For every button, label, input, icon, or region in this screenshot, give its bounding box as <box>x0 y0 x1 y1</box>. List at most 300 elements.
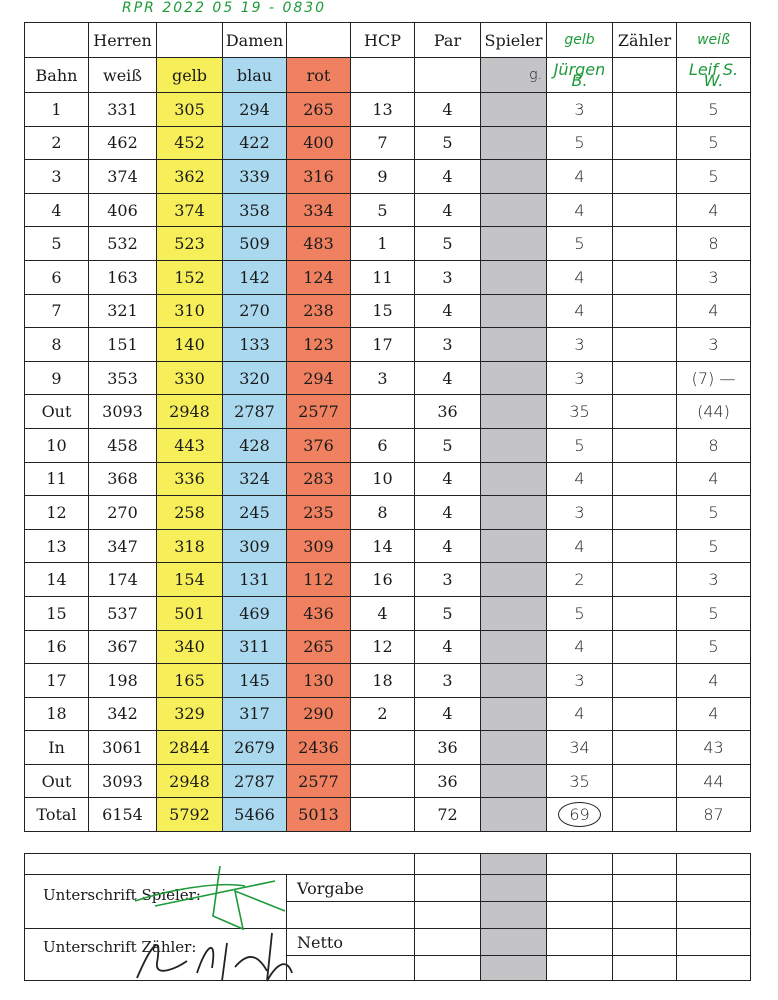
hole-hcp: 3 <box>351 361 415 395</box>
marker-score[interactable]: 87 <box>677 798 751 832</box>
yardage-blau: 309 <box>223 529 287 563</box>
hole-par: 4 <box>415 529 481 563</box>
yardage-gelb: 330 <box>157 361 223 395</box>
hole-par: 4 <box>415 193 481 227</box>
yardage-weiss: 347 <box>89 529 157 563</box>
hole-number: In <box>25 731 89 765</box>
yardage-weiss: 321 <box>89 294 157 328</box>
hole-row <box>25 563 751 597</box>
zaehler-empty-cell <box>613 462 677 496</box>
hole-par: 4 <box>415 462 481 496</box>
yardage-weiss: 406 <box>89 193 157 227</box>
yardage-gelb: 362 <box>157 160 223 194</box>
hole-row <box>25 361 751 395</box>
hole-hcp: 8 <box>351 496 415 530</box>
yardage-gelb: 2844 <box>157 731 223 765</box>
marker-score[interactable]: 5 <box>677 630 751 664</box>
marker-score[interactable]: 5 <box>677 126 751 160</box>
yardage-blau: 320 <box>223 361 287 395</box>
yardage-gelb: 152 <box>157 260 223 294</box>
header-zaehler-color: weiß <box>677 23 751 58</box>
spieler-gray-cell <box>481 630 547 664</box>
spieler-gray-cell <box>481 428 547 462</box>
header-zaehler: Zähler <box>613 23 677 58</box>
hole-hcp <box>351 395 415 429</box>
yardage-weiss: 367 <box>89 630 157 664</box>
marker-score[interactable]: 5 <box>677 596 751 630</box>
hole-par: 3 <box>415 260 481 294</box>
vorgabe-blank <box>415 902 481 929</box>
yardage-rot: 2577 <box>287 764 351 798</box>
hole-hcp: 10 <box>351 462 415 496</box>
yardage-rot: 316 <box>287 160 351 194</box>
spieler-gray-cell <box>481 798 547 832</box>
yardage-rot: 265 <box>287 93 351 127</box>
sub-rot: rot <box>287 58 351 93</box>
hole-row <box>25 260 751 294</box>
hole-par: 3 <box>415 664 481 698</box>
hole-row <box>25 428 751 462</box>
scorecard <box>24 22 750 976</box>
yardage-blau: 245 <box>223 496 287 530</box>
zaehler-empty-cell <box>613 160 677 194</box>
zaehler-empty-cell <box>613 395 677 429</box>
yardage-weiss: 151 <box>89 328 157 362</box>
hole-number: 9 <box>25 361 89 395</box>
hole-number: 15 <box>25 596 89 630</box>
player-score-value: 3 <box>574 99 585 119</box>
spieler-gray-cell <box>481 596 547 630</box>
yardage-weiss: 537 <box>89 596 157 630</box>
yardage-blau: 324 <box>223 462 287 496</box>
yardage-rot: 483 <box>287 227 351 261</box>
yardage-gelb: 2948 <box>157 764 223 798</box>
hole-row <box>25 93 751 127</box>
yardage-blau: 422 <box>223 126 287 160</box>
hole-number: Total <box>25 798 89 832</box>
yardage-rot: 2436 <box>287 731 351 765</box>
marker-score[interactable]: 3 <box>677 260 751 294</box>
player-score[interactable] <box>547 260 613 294</box>
spieler-gray-cell <box>481 697 547 731</box>
player-score-value: 35 <box>569 771 590 791</box>
hole-par: 3 <box>415 328 481 362</box>
hole-par: 5 <box>415 596 481 630</box>
hole-par: 4 <box>415 496 481 530</box>
zaehler-empty-cell <box>613 93 677 127</box>
hole-hcp: 17 <box>351 328 415 362</box>
netto-value[interactable] <box>415 929 481 956</box>
vorgabe-label: Vorgabe <box>287 875 415 902</box>
yardage-weiss: 163 <box>89 260 157 294</box>
player-score[interactable] <box>547 361 613 395</box>
yardage-weiss: 198 <box>89 664 157 698</box>
marker-score[interactable]: 4 <box>677 193 751 227</box>
yardage-rot: 265 <box>287 630 351 664</box>
player-score[interactable] <box>547 664 613 698</box>
yardage-weiss: 3061 <box>89 731 157 765</box>
hole-number: 11 <box>25 462 89 496</box>
yardage-gelb: 374 <box>157 193 223 227</box>
player-score[interactable] <box>547 798 613 832</box>
marker-signature <box>117 923 297 985</box>
hole-par: 5 <box>415 126 481 160</box>
hole-row <box>25 664 751 698</box>
player-score[interactable] <box>547 227 613 261</box>
player-score[interactable] <box>547 160 613 194</box>
zaehler-empty-cell <box>613 731 677 765</box>
vorgabe-blank <box>677 902 751 929</box>
zaehler-empty-cell <box>613 496 677 530</box>
hole-rows <box>25 93 751 832</box>
yardage-weiss: 458 <box>89 428 157 462</box>
hole-number: 3 <box>25 160 89 194</box>
yardage-rot: 5013 <box>287 798 351 832</box>
zaehler-empty-cell <box>613 328 677 362</box>
player-signature <box>125 861 295 931</box>
vorgabe-cell[interactable] <box>677 875 751 902</box>
netto-cell[interactable] <box>547 929 613 956</box>
netto-blank <box>287 956 415 981</box>
footer <box>24 853 750 976</box>
marker-score[interactable]: 5 <box>677 93 751 127</box>
hole-hcp: 9 <box>351 160 415 194</box>
yardage-gelb: 318 <box>157 529 223 563</box>
yardage-rot: 376 <box>287 428 351 462</box>
player-score-value: 34 <box>569 738 590 758</box>
sig-marker-cell[interactable] <box>25 929 287 981</box>
yardage-gelb: 523 <box>157 227 223 261</box>
header-par: Par <box>415 23 481 58</box>
yardage-blau: 2679 <box>223 731 287 765</box>
marker-score[interactable]: 5 <box>677 496 751 530</box>
player-score-value: 2 <box>574 570 585 590</box>
hole-row <box>25 160 751 194</box>
player-score[interactable] <box>547 93 613 127</box>
hole-par: 3 <box>415 563 481 597</box>
sub-gelb: gelb <box>157 58 223 93</box>
marker-score[interactable]: 8 <box>677 428 751 462</box>
yardage-rot: 112 <box>287 563 351 597</box>
yardage-rot: 124 <box>287 260 351 294</box>
hole-row <box>25 328 751 362</box>
hole-number: Out <box>25 395 89 429</box>
hole-number: 7 <box>25 294 89 328</box>
hole-number: 12 <box>25 496 89 530</box>
zaehler-empty-cell <box>613 798 677 832</box>
yardage-rot: 235 <box>287 496 351 530</box>
netto-gray <box>481 929 547 956</box>
header-empty-2 <box>157 23 223 58</box>
player-score[interactable] <box>547 529 613 563</box>
hole-par: 72 <box>415 798 481 832</box>
yardage-gelb: 258 <box>157 496 223 530</box>
hole-hcp <box>351 731 415 765</box>
hole-par: 4 <box>415 93 481 127</box>
sub-player-mark <box>481 58 547 93</box>
zaehler-empty-cell <box>613 361 677 395</box>
yardage-rot: 436 <box>287 596 351 630</box>
yardage-gelb: 336 <box>157 462 223 496</box>
subheader-row <box>25 58 751 93</box>
sub-par-empty <box>415 58 481 93</box>
vorgabe-value[interactable] <box>415 875 481 902</box>
zaehler-empty-cell <box>613 563 677 597</box>
spieler-gray-cell <box>481 227 547 261</box>
hole-hcp: 1 <box>351 227 415 261</box>
player-score[interactable] <box>547 731 613 765</box>
hole-par: 36 <box>415 731 481 765</box>
player-score[interactable] <box>547 697 613 731</box>
sub-bahn: Bahn <box>25 58 89 93</box>
yardage-blau: 2787 <box>223 764 287 798</box>
yardage-weiss: 3093 <box>89 395 157 429</box>
hole-row <box>25 395 751 429</box>
netto-blank <box>415 956 481 981</box>
player-score-value: 4 <box>574 301 585 321</box>
yardage-rot: 283 <box>287 462 351 496</box>
yardage-rot: 238 <box>287 294 351 328</box>
hole-hcp: 11 <box>351 260 415 294</box>
yardage-blau: 469 <box>223 596 287 630</box>
yardage-gelb: 452 <box>157 126 223 160</box>
zaehler-empty-cell <box>613 697 677 731</box>
zaehler-empty-cell <box>613 126 677 160</box>
header-herren: Herren <box>89 23 157 58</box>
hole-hcp: 14 <box>351 529 415 563</box>
player-score[interactable] <box>547 764 613 798</box>
player-score[interactable] <box>547 395 613 429</box>
yardage-weiss: 342 <box>89 697 157 731</box>
hole-row <box>25 697 751 731</box>
marker-score[interactable]: 8 <box>677 227 751 261</box>
player-score-value: 4 <box>574 469 585 489</box>
hole-number: 5 <box>25 227 89 261</box>
player-score[interactable] <box>547 193 613 227</box>
yardage-rot: 130 <box>287 664 351 698</box>
player-score-value: 5 <box>574 603 585 623</box>
marker-score[interactable]: 5 <box>677 160 751 194</box>
footer-gray <box>481 854 547 875</box>
yardage-weiss: 532 <box>89 227 157 261</box>
hole-hcp: 2 <box>351 697 415 731</box>
marker-score[interactable]: 4 <box>677 462 751 496</box>
hole-number: 16 <box>25 630 89 664</box>
hole-hcp: 4 <box>351 596 415 630</box>
player-score[interactable] <box>547 630 613 664</box>
vorgabe-cell[interactable] <box>547 875 613 902</box>
zaehler-empty-cell <box>613 764 677 798</box>
player-score-value: 69 <box>558 802 600 827</box>
vorgabe-blank <box>287 902 415 929</box>
yardage-blau: 294 <box>223 93 287 127</box>
netto-blank <box>613 956 677 981</box>
yardage-blau: 145 <box>223 664 287 698</box>
player-score[interactable] <box>547 596 613 630</box>
netto-cell[interactable] <box>613 929 677 956</box>
hole-number: 13 <box>25 529 89 563</box>
hole-number: 18 <box>25 697 89 731</box>
hole-par: 4 <box>415 630 481 664</box>
header-damen: Damen <box>223 23 287 58</box>
hole-hcp: 5 <box>351 193 415 227</box>
player-score[interactable] <box>547 294 613 328</box>
yardage-gelb: 443 <box>157 428 223 462</box>
yardage-rot: 2577 <box>287 395 351 429</box>
spieler-gray-cell <box>481 294 547 328</box>
zaehler-empty-cell <box>613 294 677 328</box>
sig-marker-label: Unterschrift Zähler: <box>43 938 197 956</box>
footer-cell <box>613 854 677 875</box>
hole-number: 14 <box>25 563 89 597</box>
marker-score[interactable]: 4 <box>677 664 751 698</box>
hole-hcp: 15 <box>351 294 415 328</box>
yardage-weiss: 6154 <box>89 798 157 832</box>
player-score-value: 3 <box>574 670 585 690</box>
netto-label: Netto <box>287 929 415 956</box>
player-score-value: 4 <box>574 267 585 287</box>
player-score-value: 5 <box>574 234 585 254</box>
player-score[interactable] <box>547 462 613 496</box>
sub-blau: blau <box>223 58 287 93</box>
hole-row <box>25 294 751 328</box>
player-score-value: 3 <box>574 334 585 354</box>
player-score-value: 4 <box>574 166 585 186</box>
zaehler-empty-cell <box>613 428 677 462</box>
hole-number: 4 <box>25 193 89 227</box>
hole-par: 36 <box>415 764 481 798</box>
spieler-gray-cell <box>481 260 547 294</box>
hole-row <box>25 496 751 530</box>
player-score[interactable] <box>547 328 613 362</box>
yardage-blau: 270 <box>223 294 287 328</box>
top-note: RPR 2022 05 19 - 0830 <box>122 0 327 16</box>
hole-par: 36 <box>415 395 481 429</box>
marker-score[interactable]: 44 <box>677 764 751 798</box>
player-score-value: 4 <box>574 536 585 556</box>
zaehler-empty-cell <box>613 260 677 294</box>
vorgabe-cell[interactable] <box>613 875 677 902</box>
spieler-gray-cell <box>481 731 547 765</box>
player-score-value: 3 <box>574 368 585 388</box>
yardage-weiss: 462 <box>89 126 157 160</box>
player-score-value: 5 <box>574 133 585 153</box>
spieler-gray-cell <box>481 93 547 127</box>
player-score[interactable] <box>547 126 613 160</box>
zaehler-empty-cell <box>613 596 677 630</box>
spieler-gray-cell <box>481 496 547 530</box>
player-score-value: 4 <box>574 637 585 657</box>
hole-par: 5 <box>415 227 481 261</box>
hole-hcp: 18 <box>351 664 415 698</box>
hole-row <box>25 529 751 563</box>
spieler-gray-cell <box>481 160 547 194</box>
spieler-gray-cell <box>481 193 547 227</box>
scorecard-table <box>24 22 751 832</box>
yardage-weiss: 174 <box>89 563 157 597</box>
netto-gray-2 <box>481 956 547 981</box>
header-empty-3 <box>287 23 351 58</box>
marker-score[interactable]: 5 <box>677 529 751 563</box>
spieler-gray-cell <box>481 664 547 698</box>
yardage-gelb: 2948 <box>157 395 223 429</box>
vorgabe-gray-2 <box>481 902 547 929</box>
hole-number: 1 <box>25 93 89 127</box>
player-score-value: 4 <box>574 704 585 724</box>
hole-row <box>25 126 751 160</box>
hole-par: 4 <box>415 697 481 731</box>
yardage-weiss: 331 <box>89 93 157 127</box>
hole-row <box>25 462 751 496</box>
marker-score[interactable]: 43 <box>677 731 751 765</box>
hole-row <box>25 731 751 765</box>
marker-score[interactable]: 3 <box>677 328 751 362</box>
header-hcp: HCP <box>351 23 415 58</box>
player-score-value: 4 <box>574 200 585 220</box>
netto-cell[interactable] <box>677 929 751 956</box>
marker-score[interactable]: 4 <box>677 294 751 328</box>
zaehler-empty-cell <box>613 193 677 227</box>
yardage-blau: 311 <box>223 630 287 664</box>
player-score[interactable] <box>547 496 613 530</box>
yardage-weiss: 374 <box>89 160 157 194</box>
zaehler-empty-cell <box>613 227 677 261</box>
marker-score[interactable]: 4 <box>677 697 751 731</box>
player-score[interactable] <box>547 428 613 462</box>
vorgabe-gray <box>481 875 547 902</box>
yardage-blau: 142 <box>223 260 287 294</box>
yardage-gelb: 140 <box>157 328 223 362</box>
sub-hcp-empty <box>351 58 415 93</box>
spieler-gray-cell <box>481 563 547 597</box>
spieler-gray-cell <box>481 529 547 563</box>
netto-blank <box>677 956 751 981</box>
player-score-value: 35 <box>569 402 590 422</box>
hole-par: 4 <box>415 160 481 194</box>
header-empty <box>25 23 89 58</box>
hole-par: 5 <box>415 428 481 462</box>
yardage-weiss: 368 <box>89 462 157 496</box>
marker-score[interactable]: (44) <box>677 395 751 429</box>
yardage-gelb: 305 <box>157 93 223 127</box>
hole-hcp: 12 <box>351 630 415 664</box>
yardage-rot: 400 <box>287 126 351 160</box>
player-score-value: 3 <box>574 502 585 522</box>
spieler-gray-cell <box>481 395 547 429</box>
hole-row <box>25 227 751 261</box>
header-row <box>25 23 751 58</box>
yardage-blau: 5466 <box>223 798 287 832</box>
hole-hcp <box>351 798 415 832</box>
hole-par: 4 <box>415 361 481 395</box>
sig-player-cell[interactable] <box>25 875 287 929</box>
marker-score[interactable]: 3 <box>677 563 751 597</box>
hole-number: Out <box>25 764 89 798</box>
hole-hcp: 13 <box>351 93 415 127</box>
spieler-gray-cell <box>481 462 547 496</box>
netto-blank <box>547 956 613 981</box>
yardage-gelb: 501 <box>157 596 223 630</box>
sig-player-label: Unterschrift Spieler: <box>43 886 201 904</box>
sub-marker-empty <box>613 58 677 93</box>
yardage-blau: 317 <box>223 697 287 731</box>
zaehler-empty-cell <box>613 529 677 563</box>
player-score-value: 5 <box>574 435 585 455</box>
marker-score[interactable]: (7) — <box>677 361 751 395</box>
player-score[interactable] <box>547 563 613 597</box>
hole-hcp: 6 <box>351 428 415 462</box>
hole-number: 2 <box>25 126 89 160</box>
